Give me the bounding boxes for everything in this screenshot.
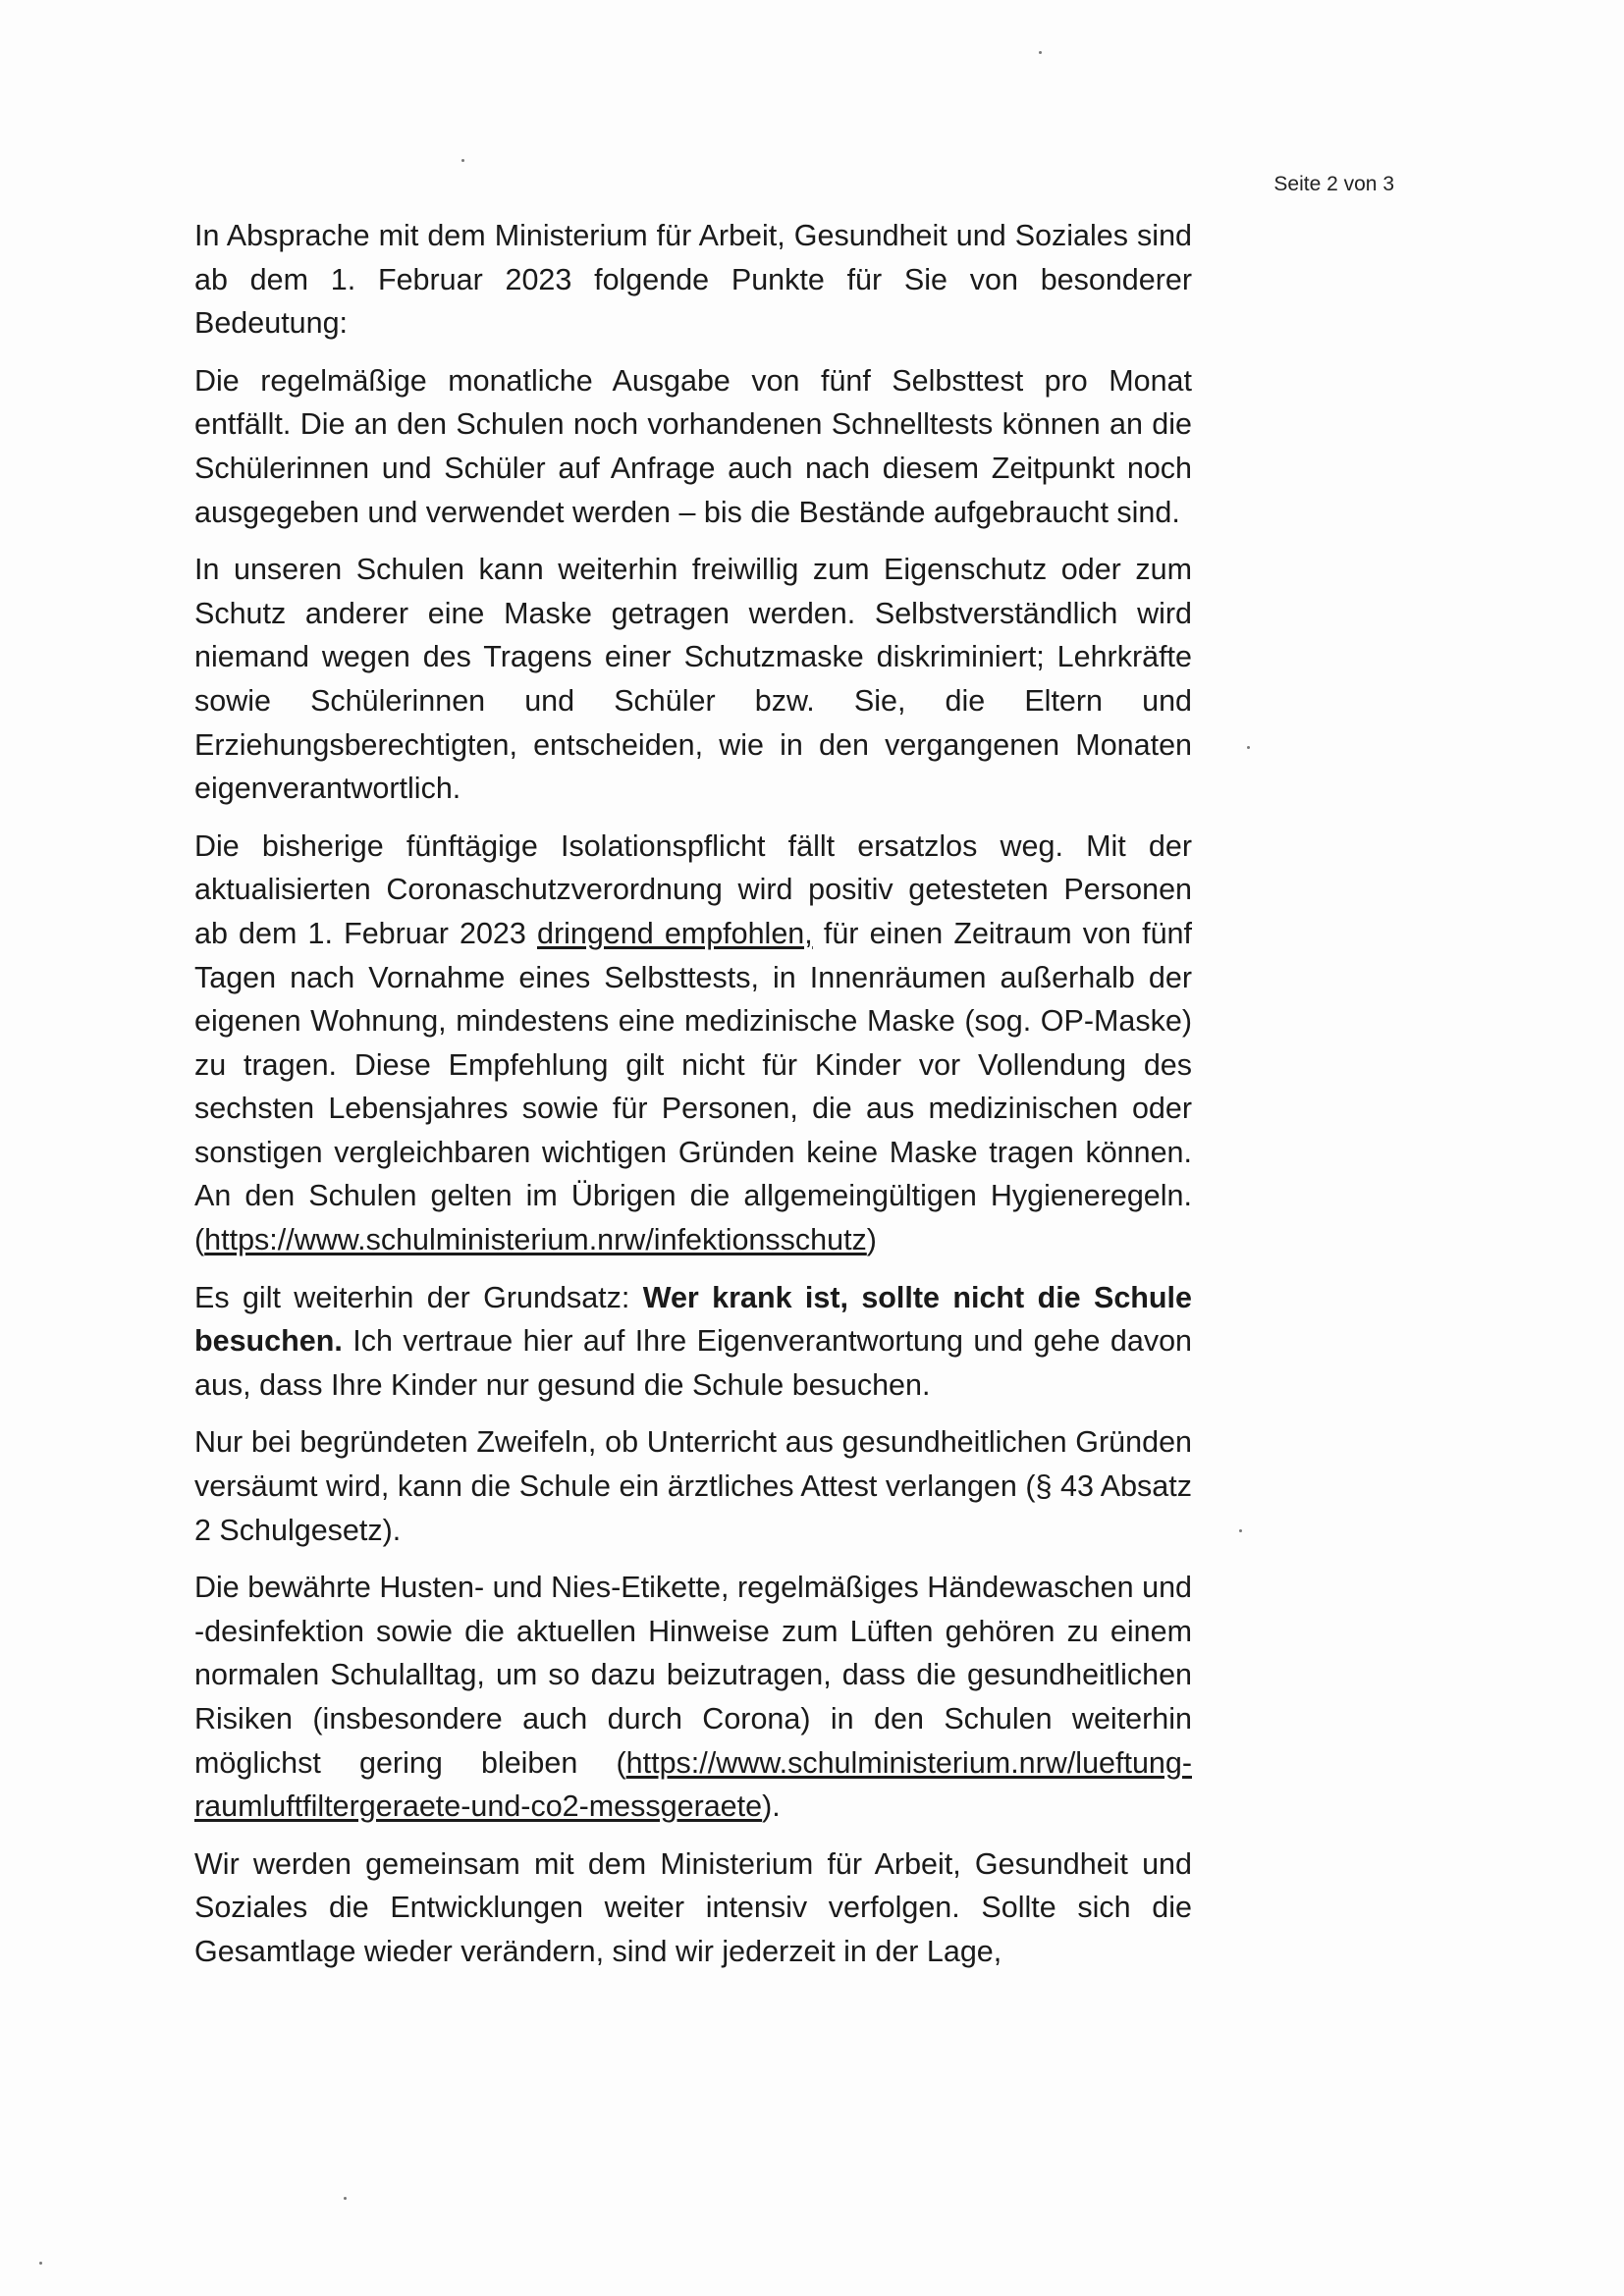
text-segment: für einen Zeitraum von fünf Tagen nach Vornahme eines Selbsttests, in Innenräumen außerhalb der eigenen Wohnung, mindestens eine medizinische Maske (sog. OP-Maske) zu tragen. Diese Empfehlung gilt nicht für Kinder vor Vollendung des sechsten Lebensjahres sowie für Personen, die aus medizinischen oder sonstigen vergleichbaren wichtigen Gründen keine Maske tragen können. An den Schulen gelten im Übrigen die allgemeingültigen Hygieneregeln. (	[194, 916, 1192, 1257]
scan-speck	[344, 2197, 347, 2200]
letter-body	[194, 214, 1192, 1988]
paragraph-selbsttests: Die regelmäßige monatliche Ausgabe von fünf Selbsttest pro Monat entfällt. Die an den Schulen noch vorhandenen Schnelltests können an die Schülerinnen und Schüler auf Anfrage auch nach diesem Zeitpunkt noch ausgegeben und verwendet werden – bis die Bestände aufgebraucht sind.	[194, 363, 1192, 529]
paragraph-grundsatz	[194, 1276, 1192, 1408]
scan-speck	[1247, 746, 1250, 749]
paragraph-entwicklungen: Wir werden gemeinsam mit dem Ministerium für Arbeit, Gesundheit und Soziales die Entwicklungen weiter intensiv verfolgen. Sollte sich die Gesamtlage wieder verändern, sind wir jederzeit in der Lage,	[194, 1846, 1192, 1968]
text-segment: )	[866, 1223, 877, 1257]
text-segment: ).	[762, 1789, 781, 1824]
text-segment: Ich vertraue hier auf Ihre Eigenverantwortung und gehe davon aus, dass Ihre Kinder nur gesund die Schule besuchen.	[194, 1324, 1192, 1402]
scan-speck	[461, 159, 464, 162]
scan-speck	[1239, 1529, 1242, 1532]
link-infektionsschutz[interactable]: https://www.schulministerium.nrw/infektionsschutz	[204, 1223, 867, 1257]
paragraph-intro: In Absprache mit dem Ministerium für Arbeit, Gesundheit und Soziales sind ab dem 1. Februar 2023 folgende Punkte für Sie von besonderer Bedeutung:	[194, 219, 1192, 341]
paragraph-isolationspflicht	[194, 825, 1192, 1262]
paragraph-masken: In unseren Schulen kann weiterhin freiwillig zum Eigenschutz oder zum Schutz anderer eine Maske getragen werden. Selbstverständlich wird niemand wegen des Tragens einer Schutzmaske diskriminiert; Lehrkräfte sowie Schülerinnen und Schüler bzw. Sie, die Eltern und Erziehungsberechtigten, entscheiden, wie in den vergangenen Monaten eigenverantwortlich.	[194, 553, 1192, 806]
text-segment: Die bisherige fünftägige Isolationspflicht fällt ersatzlos weg. Mit der aktualisierten Coronaschutzverordnung wird positiv getesteten Personen ab dem 1. Februar 2023	[194, 828, 1192, 950]
paragraph-attest: Nur bei begründeten Zweifeln, ob Unterricht aus gesundheitlichen Gründen versäumt wird, kann die Schule ein ärztliches Attest verlangen (§ 43 Absatz 2 Schulgesetz).	[194, 1425, 1192, 1547]
text-segment: Die bewährte Husten- und Nies-Etikette, regelmäßiges Händewaschen und -desinfektion sowie die aktuellen Hinweise zum Lüften gehören zu einem normalen Schulalltag, um so dazu beizutragen, dass die gesundheitlichen Risiken (insbesondere auch durch Corona) in den Schulen weiterhin möglichst gering bleiben (	[194, 1571, 1192, 1780]
underlined-text: dringend empfohlen,	[536, 916, 813, 950]
paragraph-hygiene	[194, 1566, 1192, 1829]
text-segment: Es gilt weiterhin der Grundsatz:	[194, 1280, 643, 1314]
scan-speck	[1039, 51, 1042, 54]
bold-text: Wer krank ist, sollte nicht die Schule besuchen.	[194, 1280, 1192, 1359]
scan-speck	[39, 2262, 42, 2265]
page-number: Seite 2 von 3	[1273, 173, 1394, 195]
link-lueftung[interactable]: https://www.schulministerium.nrw/lueftung-raumluftfiltergeraete-und-co2-messgeraete	[194, 1745, 1192, 1824]
